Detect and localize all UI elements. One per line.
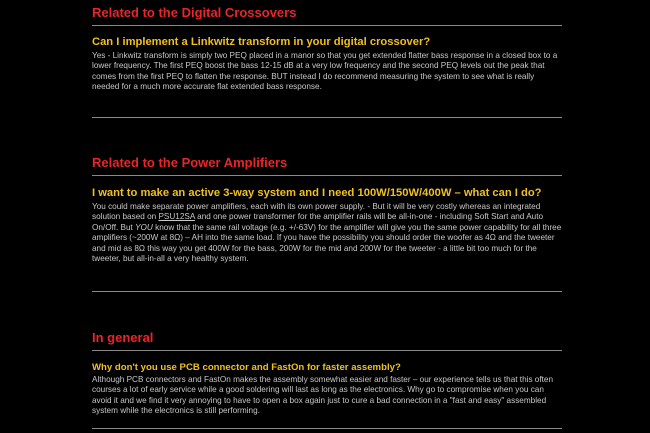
faq-question-3-way: I want to make an active 3-way system and I need 100W/150W/400W – what can I do? — [92, 187, 542, 199]
faq-answer-pcb-connector: Although PCB connectors and FastOn makes the assembly somewhat easier and faster – our experience tells us that this often courses a lot of early service while a good soldering will last as long as the electronics. Why go to compromise when you can avoid it and we find it very annoying to have to open a box again just to cure a bad connection in a "fast and easy" assembled system while the electronics is still performing. — [92, 375, 554, 416]
section-title-in-general: In general — [92, 330, 154, 345]
faq-question-pcb-connector: Why don't you use PCB connector and FastOn for faster assembly? — [92, 362, 401, 373]
section-title-power-amplifiers: Related to the Power Amplifiers — [92, 155, 288, 170]
answer-emphasis: YOU — [135, 222, 153, 232]
section-divider — [92, 350, 562, 351]
section-divider — [92, 428, 562, 429]
section-divider — [92, 175, 562, 176]
section-divider — [92, 25, 562, 26]
psu12sa-link[interactable]: PSU12SA — [158, 212, 195, 222]
answer-text: know that the same rail voltage (e.g. +/-63V) for the amplifier will give you the same power capability for all three amplifiers (~200W at 8Ω) – AH into the same load. If you have the possibility you should order the woofer as 4Ω and the tweeter and mid as 8Ω this way you get 400W for the bass, 200W for the mid and 200W for the tweeter - a little bit too much for the tweeter, but all-in-all a very healthy system. — [92, 222, 562, 264]
faq-question-linkwitz: Can I implement a Linkwitz transform in your digital crossover? — [92, 36, 431, 48]
section-title-digital-crossovers: Related to the Digital Crossovers — [92, 5, 297, 20]
faq-answer-linkwitz: Yes - Linkwitz transform is simply two PEQ placed in a manor so that you get extended flatter bass response in a closed box to a lower frequency. The first PEQ boost the bass 12-15 dB at a very low frequency and the second PEQ levels out the peak that comes from the first PEQ to flatten the response. BUT instead I do recommend measuring the system to see what is really needed for a much more accurate flat extended bass response. — [92, 51, 558, 92]
faq-answer-3-way — [92, 202, 562, 264]
answer-text: and one power transformer for the amplifier rails will be all-in-one - including Soft Start and Auto On/Off. But — [92, 212, 544, 232]
answer-text: You could make separate power amplifiers, each with its own power supply. - But it will be very costly whereas an integrated solution based on — [92, 202, 541, 222]
section-divider — [92, 117, 562, 118]
section-divider — [92, 291, 562, 292]
